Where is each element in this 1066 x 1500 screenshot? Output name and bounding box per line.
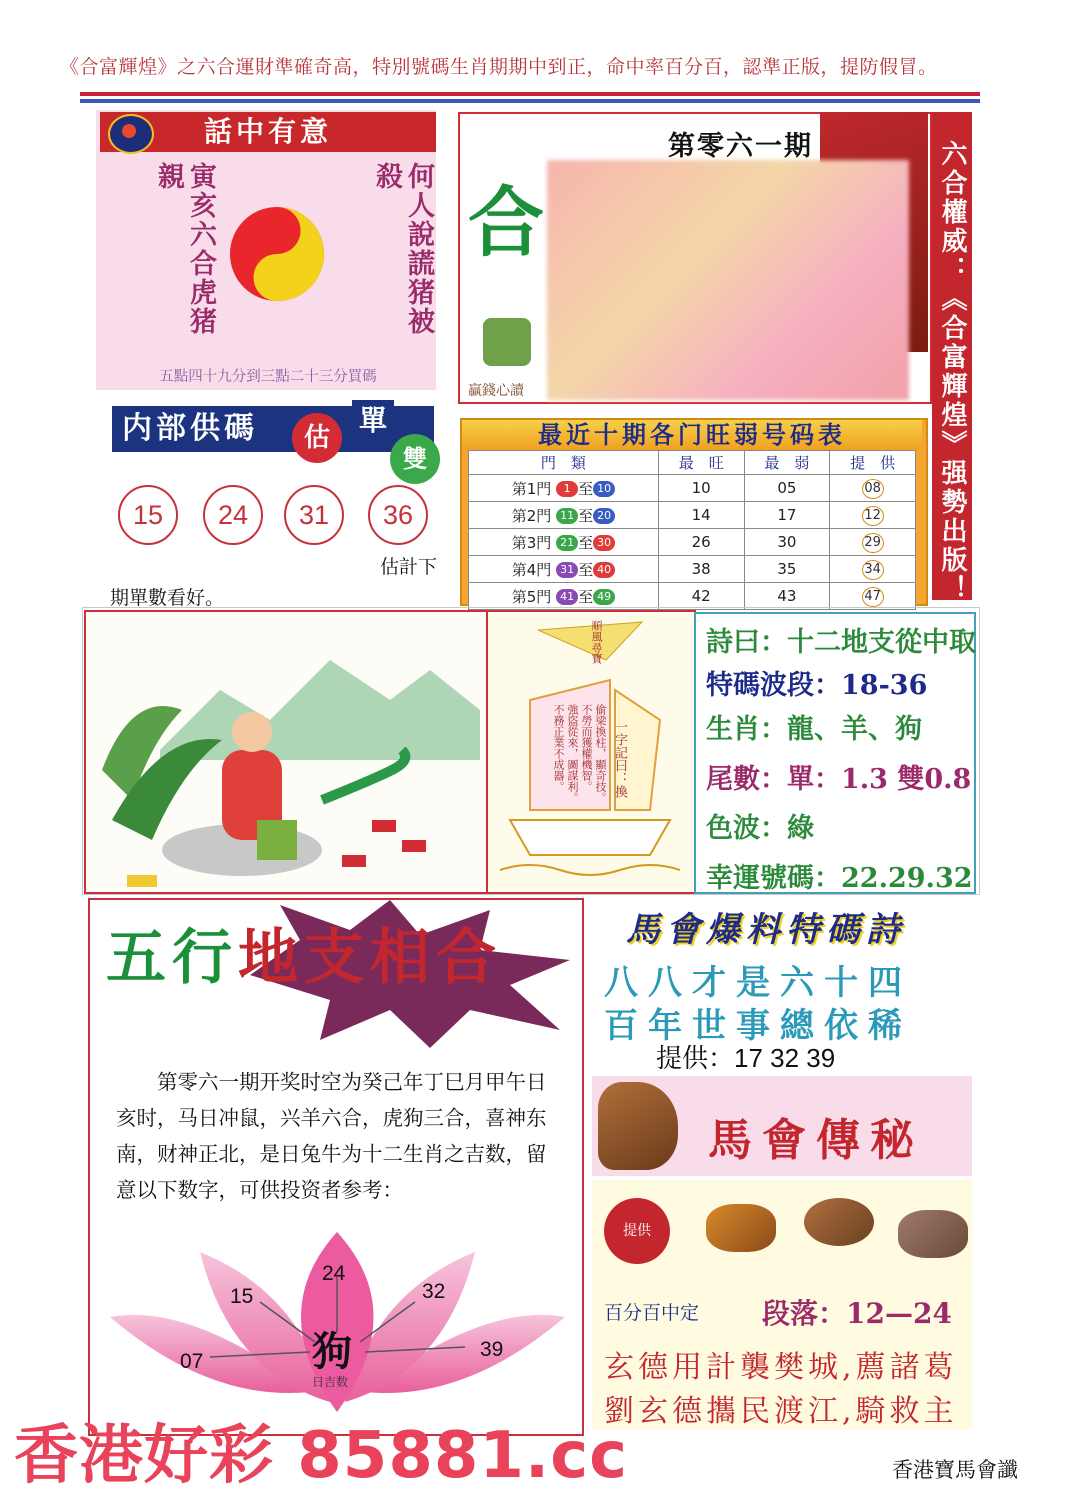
max-cell: 38 (658, 556, 744, 583)
poem-lucky-label: 幸運號碼： (706, 863, 841, 894)
col-header: 提 供 (830, 451, 916, 475)
poem-tail-value: 單：1.3 雙0.8 (787, 764, 972, 795)
chuanmi-title: 馬會傳秘 (708, 1115, 924, 1166)
number-ball: 15 (118, 485, 178, 545)
number-ball: 24 (203, 485, 263, 545)
poem-color-label: 色波： (706, 813, 787, 844)
gate-cell (469, 475, 659, 502)
gate-to-word: 至 (578, 587, 594, 606)
poem-band-value: 18-36 (841, 670, 928, 701)
poem-line-zodiac (706, 707, 922, 746)
monkey-icon (804, 1198, 874, 1246)
horse-head-icon (598, 1082, 678, 1170)
min-cell: 05 (744, 475, 830, 502)
gate-to-word: 至 (578, 479, 594, 498)
gate-from: 1 (556, 481, 578, 497)
boat-verse-1: 一字記曰：換 (612, 720, 627, 798)
table-row (469, 502, 916, 529)
provide-cell (830, 529, 916, 556)
boat-flag-text: 順風尋寶 (590, 620, 603, 664)
gate-from: 11 (556, 508, 578, 524)
gate-label: 第5門 (511, 587, 552, 606)
inner-code-note-a: 估計下 (380, 556, 438, 578)
huazhong-left-verse: 寅亥六合虎猪親 (153, 162, 216, 336)
lotus-number: 15 (230, 1285, 254, 1308)
gate-label: 第3門 (511, 533, 552, 552)
provide-value: 47 (862, 587, 884, 607)
poem-line-band (706, 663, 927, 702)
gate-to: 30 (593, 535, 615, 551)
header-rule-red (80, 92, 980, 96)
gate-table (468, 450, 916, 610)
huazhong-title: 話中有意 (100, 112, 436, 152)
pig-icon (898, 1210, 968, 1258)
gate-to: 40 (593, 562, 615, 578)
wuxing-title-b: 地支相合 (238, 923, 502, 993)
min-cell: 35 (744, 556, 830, 583)
provide-cell (830, 502, 916, 529)
baoliao-provide: 提供：17 32 39 (656, 1043, 836, 1073)
gate-from: 21 (556, 535, 578, 551)
gate-to: 20 (593, 508, 615, 524)
max-cell: 14 (658, 502, 744, 529)
provide-value: 08 (862, 479, 884, 499)
poem-color-value: 綠 (787, 813, 814, 844)
wuxing-title (106, 910, 502, 996)
provide-cell (830, 556, 916, 583)
inner-code-title: 内部供碼 (112, 406, 434, 452)
poem-zodiac-value: 龍、羊、狗 (787, 714, 922, 745)
gate-cell (469, 556, 659, 583)
table-row (469, 556, 916, 583)
gate-table-title: 最近十期各门旺弱号码表 (462, 420, 922, 450)
provide-value: 34 (862, 560, 884, 580)
yin-yang-icon (228, 205, 326, 303)
gate-label: 第1門 (511, 479, 552, 498)
poem-tail-label: 尾數： (706, 764, 787, 795)
side-banner-text: 六合權威：《合富輝煌》强勢出版！ (937, 140, 967, 604)
footer-watermark: 香港好彩 85881.cc (14, 1419, 629, 1493)
lotus-sub: 日吉数 (312, 1375, 349, 1389)
logo-icon-inner (122, 124, 136, 138)
badge-odd: 單 (352, 400, 394, 442)
table-row (469, 583, 916, 610)
poem-zodiac-label: 生肖： (706, 714, 787, 745)
min-cell: 30 (744, 529, 830, 556)
lotus-zodiac: 狗 (312, 1328, 352, 1375)
baoliao-line-1: 八八才是六十四 (604, 963, 912, 1003)
poem-line-tail (706, 757, 971, 796)
gate-from: 41 (556, 589, 578, 605)
max-cell: 10 (658, 475, 744, 502)
gate-to-word: 至 (578, 560, 594, 579)
number-ball: 36 (368, 485, 428, 545)
chuanmi-line-2: 劉玄德攜民渡江,騎救主 (604, 1394, 958, 1429)
gate-label: 第4門 (511, 560, 552, 579)
boat-verse-2: 偷梁換柱，顯奇技。 (594, 704, 607, 803)
wuxing-text: 第零六一期开奖时空为癸己年丁巳月甲午日亥时，马日冲鼠，兴羊六合，虎狗三合，喜神东南，财神正北，是日兔牛为十二生肖之吉数，留意以下数字，可供投资者参考： (116, 1070, 547, 1202)
gate-to-word: 至 (578, 506, 594, 525)
header-rule-blue (80, 99, 980, 103)
gate-cell (469, 583, 659, 610)
gate-to: 49 (593, 589, 615, 605)
gate-to-word: 至 (578, 533, 594, 552)
poem-line-color (706, 806, 814, 845)
issue-number: 第零六一期 (668, 131, 813, 162)
money-label: 贏錢心讀 (468, 383, 524, 399)
lotus-number: 24 (322, 1262, 346, 1285)
footer-credit: 香港寶馬會讖 (892, 1458, 1018, 1482)
poem-line-title: 詩曰：十二地支從中取 (706, 627, 976, 658)
badge-even: 雙 (390, 434, 440, 484)
blurred-area (547, 160, 909, 400)
lotus-number: 07 (180, 1350, 204, 1373)
top-banner: 《合富輝煌》之六合運財準確奇高，特別號碼生肖期期中到正，命中率百分百，認準正版，提防假冒。 (60, 56, 938, 78)
poem-lucky-value: 22.29.32 (841, 863, 973, 894)
gate-to: 10 (593, 481, 615, 497)
min-cell: 43 (744, 583, 830, 610)
col-header: 最 弱 (744, 451, 830, 475)
wuxing-title-a: 五行 (106, 923, 238, 993)
tiger-icon (706, 1204, 776, 1252)
chuanmi-guarantee: 百分百中定 (604, 1302, 700, 1324)
lotus-number: 32 (422, 1280, 446, 1303)
lotus-number: 39 (480, 1338, 504, 1361)
huazhong-time: 五點四十九分到三點二十三分買碼 (159, 369, 377, 385)
scholar-illustration (92, 650, 482, 888)
boat-verse-3: 不勞而獲權機智。 (580, 704, 593, 792)
number-ball: 31 (284, 485, 344, 545)
provide-value: 29 (862, 533, 884, 553)
gate-from: 31 (556, 562, 578, 578)
boat-verse-5: 不務正業不成器。 (552, 704, 565, 792)
huazhong-right-verse: 何人說謊猪被殺 (371, 162, 434, 336)
boat-verse-4: 強盜從來，圖謀利。 (566, 704, 579, 803)
inner-code-note-b: 期單數看好。 (110, 587, 225, 609)
max-cell: 26 (658, 529, 744, 556)
table-row (469, 529, 916, 556)
max-cell: 42 (658, 583, 744, 610)
seal-icon: 提供 (604, 1198, 670, 1264)
baoliao-line-2: 百年世事總依稀 (604, 1006, 912, 1046)
poem-band-label: 特碼波段： (706, 670, 841, 701)
table-row (469, 475, 916, 502)
badge-estimate: 估 (292, 413, 342, 463)
provide-cell (830, 583, 916, 610)
hefu-brand: 合 (468, 178, 544, 267)
poem-line-lucky (706, 856, 973, 895)
min-cell: 17 (744, 502, 830, 529)
chuanmi-line-1: 玄德用計襲樊城,薦諸葛 (604, 1350, 958, 1385)
gate-cell (469, 529, 659, 556)
col-header: 最 旺 (658, 451, 744, 475)
money-icon (483, 318, 531, 366)
chuanmi-segment: 段落：12—24 (762, 1297, 952, 1330)
baoliao-title: 馬會爆料特碼詩 (626, 910, 906, 950)
gate-label: 第2門 (511, 506, 552, 525)
gate-cell (469, 502, 659, 529)
col-header: 門 類 (469, 451, 659, 475)
provide-value: 12 (862, 506, 884, 526)
provide-cell (830, 475, 916, 502)
